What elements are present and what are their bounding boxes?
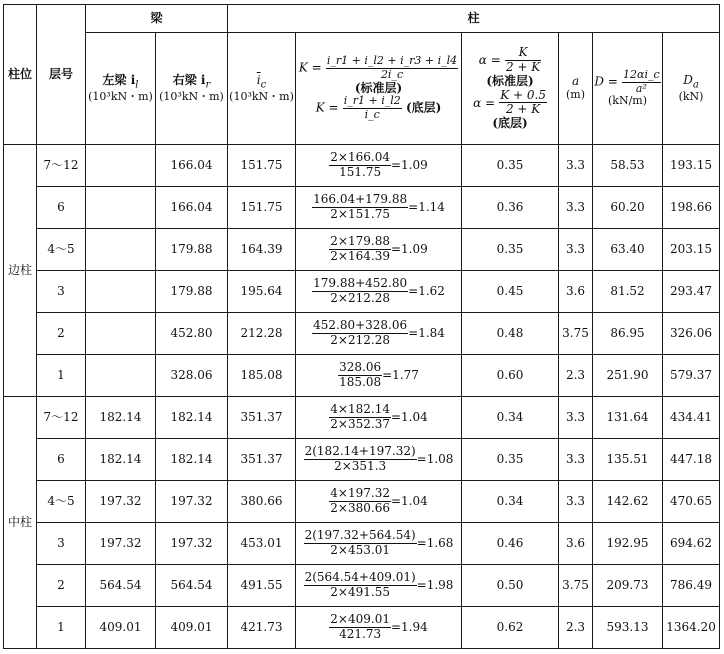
- height-cell: 3.75: [559, 565, 593, 607]
- k-result: =1.84: [408, 326, 445, 340]
- right-beam-cell: 166.04: [156, 145, 228, 187]
- floor-cell: 4～5: [37, 481, 86, 523]
- k-fraction: [329, 403, 391, 432]
- left-beam-cell: [86, 187, 156, 229]
- d-cell: 58.53: [593, 145, 663, 187]
- ic-cell: 164.39: [228, 229, 296, 271]
- k-denominator: 2×151.75: [330, 207, 390, 221]
- floor-cell: 7～12: [37, 397, 86, 439]
- d-cell: 251.90: [593, 355, 663, 397]
- k-numerator: 2(564.54+409.01): [304, 570, 416, 585]
- k-numerator: 166.04+179.88: [313, 192, 408, 207]
- table-row: [4, 397, 720, 439]
- k-denominator: 2×212.28: [330, 291, 390, 305]
- height-cell: 3.3: [559, 187, 593, 229]
- header-d: D = $\frac{12\alpha i\_c}{\text{a²}}$ (kN/m): [593, 33, 663, 145]
- d-cell: 63.40: [593, 229, 663, 271]
- right-beam-cell: 328.06: [156, 355, 228, 397]
- table-row: [4, 355, 720, 397]
- height-cell: 3.3: [559, 439, 593, 481]
- ic-cell: 351.37: [228, 439, 296, 481]
- k-fraction: [329, 235, 391, 264]
- stiffness-table: [3, 4, 720, 649]
- ic-cell: 421.73: [228, 607, 296, 649]
- alpha-cell: 0.35: [462, 229, 559, 271]
- header-left-beam: 左梁 $i_l$ (10³kN・m): [86, 33, 156, 145]
- right-beam-cell: 179.88: [156, 271, 228, 313]
- k-fraction: [312, 277, 408, 306]
- column-position-label: 中柱: [4, 397, 37, 649]
- d-cell: 86.95: [593, 313, 663, 355]
- k-numerator: 2×166.04: [330, 150, 390, 165]
- height-cell: 2.3: [559, 355, 593, 397]
- d-cell: 142.62: [593, 481, 663, 523]
- k-numerator: 2(197.32+564.54): [304, 528, 416, 543]
- da-cell: 193.15: [663, 145, 720, 187]
- d-cell: 60.20: [593, 187, 663, 229]
- ic-cell: 212.28: [228, 313, 296, 355]
- floor-cell: 2: [37, 565, 86, 607]
- k-result: =1.04: [390, 410, 428, 424]
- da-cell: 293.47: [663, 271, 720, 313]
- k-value-cell: [296, 271, 462, 313]
- k-result: =1.62: [408, 284, 445, 298]
- da-cell: 786.49: [663, 565, 720, 607]
- height-cell: 2.3: [559, 607, 593, 649]
- da-cell: 447.18: [663, 439, 720, 481]
- k-denominator: 2×164.39: [330, 249, 390, 263]
- d-cell: 192.95: [593, 523, 663, 565]
- right-beam-cell: 409.01: [156, 607, 228, 649]
- k-fraction: [329, 613, 391, 642]
- k-result: =1.09: [390, 158, 428, 172]
- ic-cell: 185.08: [228, 355, 296, 397]
- table-row: [4, 607, 720, 649]
- header-ic: $\overline{i}_c$ (10³kN・m): [228, 33, 296, 145]
- right-beam-cell: 166.04: [156, 187, 228, 229]
- k-fraction: [338, 361, 382, 390]
- da-cell: 203.15: [663, 229, 720, 271]
- ic-cell: 151.75: [228, 145, 296, 187]
- ic-cell: 195.64: [228, 271, 296, 313]
- alpha-cell: 0.45: [462, 271, 559, 313]
- table-row: [4, 565, 720, 607]
- height-cell: 3.3: [559, 229, 593, 271]
- table-body: [4, 145, 720, 649]
- right-beam-cell: 452.80: [156, 313, 228, 355]
- k-numerator: 2(182.14+197.32): [304, 444, 416, 459]
- height-cell: 3.6: [559, 523, 593, 565]
- header-alpha-formula: α = $\frac{K}{2 + K}$ (标准层) α = $\frac{K + 0.5}{2 + K}$ (底层): [462, 33, 559, 145]
- k-value-cell: [296, 145, 462, 187]
- k-result: =1.98: [416, 578, 454, 592]
- da-cell: 198.66: [663, 187, 720, 229]
- da-cell: 470.65: [663, 481, 720, 523]
- da-cell: 694.62: [663, 523, 720, 565]
- floor-cell: 2: [37, 313, 86, 355]
- right-beam-cell: 182.14: [156, 397, 228, 439]
- k-value-cell: [296, 523, 462, 565]
- k-numerator: 328.06: [339, 360, 382, 375]
- floor-cell: 1: [37, 355, 86, 397]
- k-value-cell: [296, 607, 462, 649]
- left-beam-cell: [86, 229, 156, 271]
- k-numerator: 2×179.88: [330, 234, 390, 249]
- floor-cell: 6: [37, 439, 86, 481]
- alpha-cell: 0.60: [462, 355, 559, 397]
- k-denominator: 185.08: [339, 375, 382, 389]
- ic-cell: 380.66: [228, 481, 296, 523]
- k-numerator: 179.88+452.80: [313, 276, 408, 291]
- alpha-cell: 0.34: [462, 481, 559, 523]
- k-result: =1.14: [408, 200, 445, 214]
- k-value-cell: [296, 187, 462, 229]
- k-denominator: 151.75: [339, 165, 382, 179]
- left-beam-cell: [86, 313, 156, 355]
- da-cell: 434.41: [663, 397, 720, 439]
- header-k-formula: K = $\frac{i\_r1 + i\_l2 + i\_r3 + i\_l4}{2i\_c}$ (标准层) K = $\frac{i\_r1 + i\_l2}{i\_c}$ (底层): [296, 33, 462, 145]
- left-beam-cell: 409.01: [86, 607, 156, 649]
- k-result: =1.08: [416, 452, 454, 466]
- k-value-cell: [296, 397, 462, 439]
- k-numerator: 2×409.01: [330, 612, 390, 627]
- d-cell: 81.52: [593, 271, 663, 313]
- k-fraction: [312, 193, 408, 222]
- k-denominator: 2×380.66: [330, 501, 390, 515]
- floor-cell: 6: [37, 187, 86, 229]
- k-result: =1.94: [390, 620, 428, 634]
- header-floor: 层号: [37, 5, 86, 145]
- left-beam-cell: 182.14: [86, 397, 156, 439]
- header-beam-group: 梁: [86, 5, 228, 33]
- right-beam-cell: 182.14: [156, 439, 228, 481]
- k-value-cell: [296, 439, 462, 481]
- k-numerator: 452.80+328.06: [313, 318, 408, 333]
- left-beam-cell: 182.14: [86, 439, 156, 481]
- column-position-label: 边柱: [4, 145, 37, 397]
- k-fraction: [304, 529, 417, 558]
- floor-cell: 4～5: [37, 229, 86, 271]
- floor-cell: 1: [37, 607, 86, 649]
- left-beam-cell: [86, 271, 156, 313]
- ic-cell: 453.01: [228, 523, 296, 565]
- header-position: 柱位: [4, 5, 37, 145]
- floor-cell: 3: [37, 523, 86, 565]
- floor-cell: 7～12: [37, 145, 86, 187]
- k-fraction: [304, 445, 417, 474]
- k-result: =1.68: [416, 536, 454, 550]
- height-cell: 3.3: [559, 481, 593, 523]
- d-cell: 135.51: [593, 439, 663, 481]
- right-beam-cell: 197.32: [156, 523, 228, 565]
- height-cell: 3.3: [559, 397, 593, 439]
- left-beam-cell: [86, 355, 156, 397]
- k-denominator: 2×212.28: [330, 333, 390, 347]
- k-fraction: [329, 487, 391, 516]
- alpha-cell: 0.36: [462, 187, 559, 229]
- floor-cell: 3: [37, 271, 86, 313]
- left-beam-cell: 197.32: [86, 523, 156, 565]
- alpha-cell: 0.35: [462, 145, 559, 187]
- k-denominator: 2×453.01: [330, 543, 390, 557]
- k-result: =1.09: [390, 242, 428, 256]
- k-denominator: 421.73: [339, 627, 382, 641]
- alpha-cell: 0.48: [462, 313, 559, 355]
- da-cell: 1364.20: [663, 607, 720, 649]
- right-beam-cell: 564.54: [156, 565, 228, 607]
- k-numerator: 4×197.32: [330, 486, 390, 501]
- alpha-cell: 0.50: [462, 565, 559, 607]
- k-fraction: [329, 151, 391, 180]
- alpha-cell: 0.62: [462, 607, 559, 649]
- table-row: [4, 229, 720, 271]
- k-denominator: 2×352.37: [330, 417, 390, 431]
- header-right-beam: 右梁 $i_r$ (10³kN・m): [156, 33, 228, 145]
- k-denominator: 2×491.55: [330, 585, 390, 599]
- alpha-cell: 0.35: [462, 439, 559, 481]
- left-beam-cell: 564.54: [86, 565, 156, 607]
- height-cell: 3.6: [559, 271, 593, 313]
- table-row: [4, 439, 720, 481]
- height-cell: 3.75: [559, 313, 593, 355]
- k-result: =1.04: [390, 494, 428, 508]
- table-row: [4, 187, 720, 229]
- k-value-cell: [296, 481, 462, 523]
- right-beam-cell: 197.32: [156, 481, 228, 523]
- k-numerator: 4×182.14: [330, 402, 390, 417]
- d-cell: 131.64: [593, 397, 663, 439]
- k-value-cell: [296, 355, 462, 397]
- k-denominator: 2×351.3: [334, 459, 387, 473]
- da-cell: 326.06: [663, 313, 720, 355]
- d-cell: 209.73: [593, 565, 663, 607]
- header-column-group: 柱: [228, 5, 720, 33]
- k-value-cell: [296, 565, 462, 607]
- left-beam-cell: [86, 145, 156, 187]
- k-value-cell: [296, 229, 462, 271]
- ic-cell: 491.55: [228, 565, 296, 607]
- right-beam-cell: 179.88: [156, 229, 228, 271]
- header-a: a (m): [559, 33, 593, 145]
- table-row: [4, 271, 720, 313]
- ic-cell: 151.75: [228, 187, 296, 229]
- k-fraction: [304, 571, 417, 600]
- k-value-cell: [296, 313, 462, 355]
- table-row: [4, 313, 720, 355]
- table-row: [4, 145, 720, 187]
- k-result: =1.77: [382, 368, 419, 382]
- height-cell: 3.3: [559, 145, 593, 187]
- k-fraction: [312, 319, 408, 348]
- da-cell: 579.37: [663, 355, 720, 397]
- d-cell: 593.13: [593, 607, 663, 649]
- ic-cell: 351.37: [228, 397, 296, 439]
- alpha-cell: 0.46: [462, 523, 559, 565]
- left-beam-cell: 197.32: [86, 481, 156, 523]
- table-row: [4, 523, 720, 565]
- header-da: $D_a$ (kN): [663, 33, 720, 145]
- table-row: [4, 481, 720, 523]
- alpha-cell: 0.34: [462, 397, 559, 439]
